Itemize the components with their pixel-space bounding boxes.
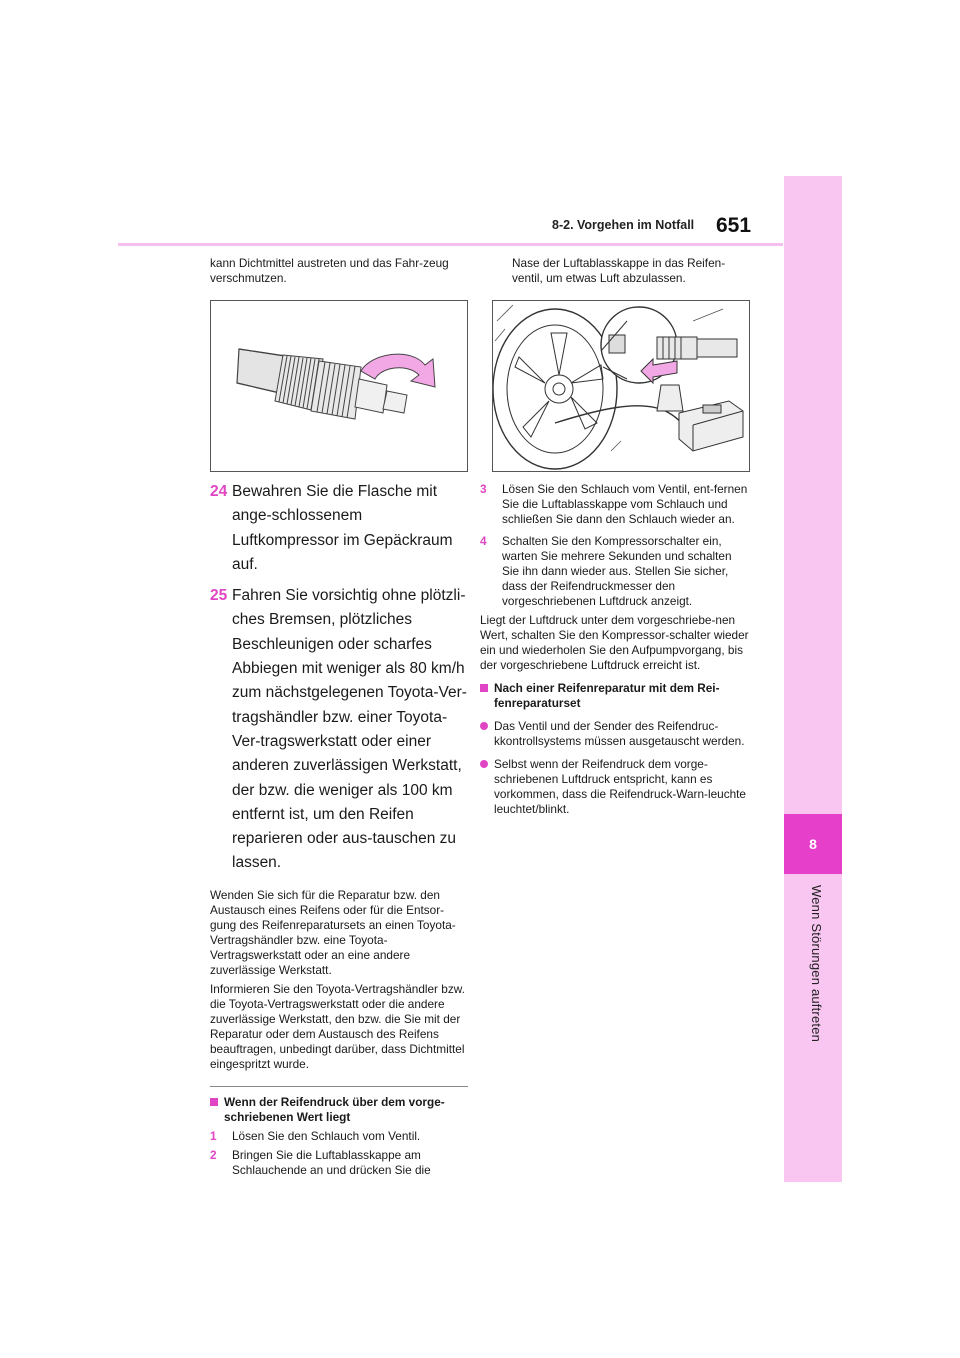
- note-paragraph: Liegt der Luftdruck unter dem vorgeschriebe-nen Wert, schalten Sie den Kompressor-schalter wieder ein und wiederholen Sie den Aufpumpvorgang, bis der vorgeschriebene Luftdruck erreicht ist.: [480, 613, 749, 672]
- step-text: Bringen Sie die Luftablasskappe am Schlauchende an und drücken Sie die: [232, 1147, 431, 1177]
- step-number: 2: [210, 1147, 217, 1162]
- step-text: Lösen Sie den Schlauch vom Ventil, ent-fernen Sie die Luftablasskappe vom Schlauch und schließen Sie dann den Schlauch wieder an.: [502, 482, 748, 526]
- step-number: 4: [480, 534, 487, 548]
- round-bullet-icon: [480, 722, 488, 730]
- continuation-block: [480, 256, 750, 286]
- big-step-24: [210, 480, 468, 577]
- section-heading: [210, 1095, 468, 1125]
- note-paragraph: Informieren Sie den Toyota-Vertragshändler bzw. die Toyota-Vertragswerkstatt oder die andere zuverlässige Werkstatt, den bzw. die Sie mit der Reparatur oder dem Austausch des Reifens beauftragen, unbedingt darüber, dass Dichtmittel eingespritzt wurde.: [210, 981, 465, 1071]
- step-2: [210, 1148, 468, 1178]
- intro-text: kann Dichtmittel austreten und das Fahr-zeug verschmutzen.: [210, 256, 449, 285]
- chapter-title: Wenn Störungen auftreten: [809, 885, 824, 1043]
- square-bullet-icon: [210, 1098, 218, 1106]
- big-step-text: Bewahren Sie die Flasche mit ange-schlossenem Luftkompressor im Gepäckraum auf.: [232, 483, 453, 573]
- bullet-item: [480, 757, 750, 817]
- square-bullet-icon: [480, 684, 488, 692]
- step-number: 3: [480, 482, 487, 496]
- big-step-number: 25: [210, 587, 228, 605]
- section-heading-text: Nach einer Reifenreparatur mit dem Rei-fenreparaturset: [494, 681, 720, 710]
- big-step-25: [210, 584, 468, 876]
- big-step-text: Fahren Sie vorsichtig ohne plötzli-ches Bremsen, plötzliches Beschleunigen oder scharfes Abbiegen mit weniger als 80 km/h zum nächstgelegenen Toyota-Ver-tragshändler bzw. einer Toyota-Ver-tragswerkstatt oder einer anderen zuverlässigen Werkstatt, der bzw. die weniger als 100 km entfernt ist, um den Reifen reparieren oder aus-tauschen zu lassen.: [232, 587, 467, 872]
- header-rule: [118, 243, 783, 246]
- round-bullet-icon: [480, 760, 488, 768]
- note-paragraph: Wenden Sie sich für die Reparatur bzw. den Austausch eines Reifens oder für die Entsor-gung des Reifenreparatursets an einen Toyota-Vertragshändler bzw. eine Toyota-Vertragswerkstatt oder an eine andere zuverlässige Werkstatt.: [210, 887, 456, 977]
- section-heading: [480, 681, 750, 711]
- section-heading-text: Wenn der Reifendruck über dem vorge-schriebenen Wert liegt: [224, 1094, 445, 1124]
- bullet-item: [480, 719, 750, 749]
- chapter-number: 8: [809, 836, 817, 852]
- bullet-text: Selbst wenn der Reifendruck dem vorge-schriebenen Luftdruck entspricht, kann es vorkommen, dass die Reifendruck-Warn-leuchte leuchtet/blinkt.: [494, 757, 746, 816]
- right-column: [480, 256, 750, 817]
- section-title: 8-2. Vorgehen im Notfall: [552, 218, 695, 232]
- step-number: 1: [210, 1128, 217, 1143]
- chapter-number-badge: [784, 814, 842, 874]
- continuation-text: Nase der Luftablasskappe in das Reifen-ventil, um etwas Luft abzulassen.: [512, 256, 726, 285]
- step-4: [480, 534, 750, 609]
- bullet-text: Das Ventil und der Sender des Reifendruc-kkontrollsystems müssen ausgetauscht werden.: [494, 719, 745, 748]
- section-divider: [210, 1086, 468, 1087]
- step-text: Lösen Sie den Schlauch vom Ventil.: [232, 1128, 421, 1143]
- hose-cap-illustration: [210, 300, 468, 472]
- big-step-number: 24: [210, 483, 228, 500]
- step-1: [210, 1129, 468, 1144]
- step-3: [480, 482, 750, 527]
- hose-cap-drawing: [211, 301, 467, 471]
- left-column: [210, 256, 468, 1178]
- tire-valve-compressor-illustration: [492, 300, 750, 472]
- page-number: 651: [716, 214, 752, 237]
- step-text: Schalten Sie den Kompressorschalter ein, warten Sie mehrere Sekunden und schalten Sie ihn dann wieder aus. Stellen Sie sicher, dass der Reifendruckmesser den vorgeschriebenen Luftdruck anzeigt.: [502, 534, 732, 608]
- tire-valve-drawing: [493, 301, 749, 471]
